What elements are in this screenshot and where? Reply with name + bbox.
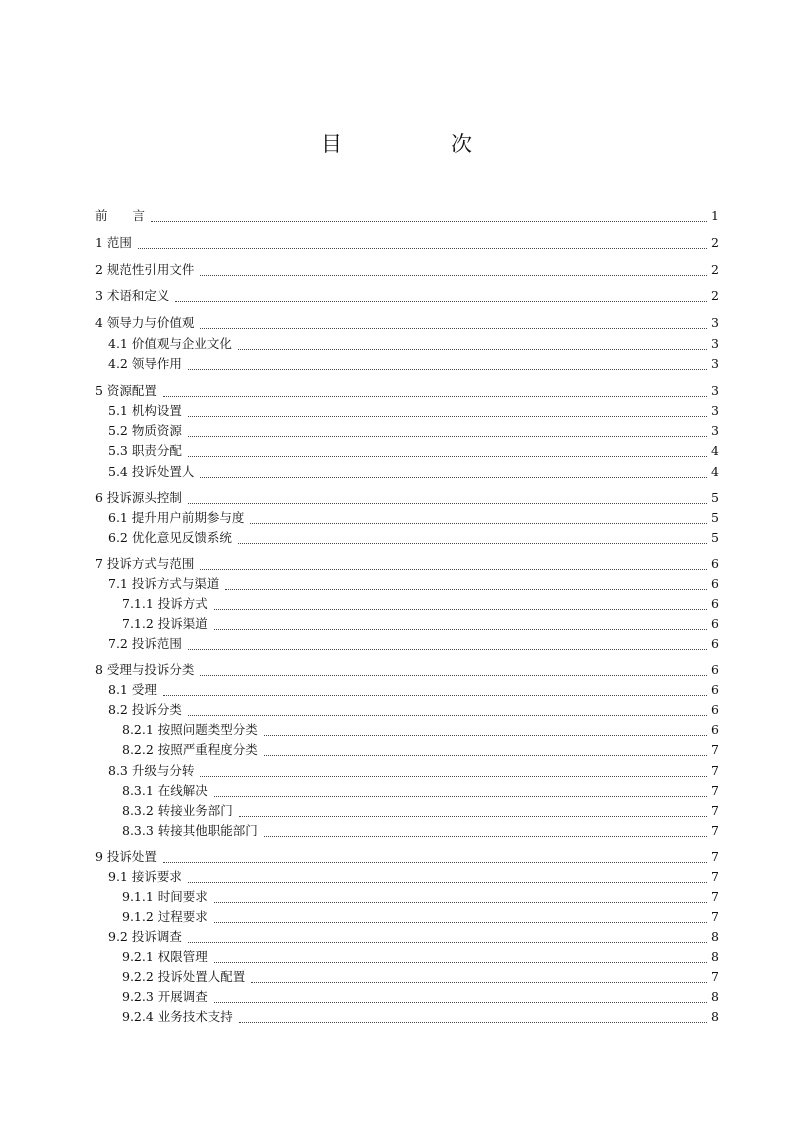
toc-entry[interactable] [95, 1007, 719, 1027]
toc-entry-label: 9.1.2 过程要求 [122, 909, 208, 924]
toc-entry-label: 6.2 优化意见反馈系统 [108, 530, 232, 545]
toc-entry[interactable] [95, 574, 719, 594]
toc-leader-dots [200, 674, 707, 676]
toc-leader-dots [188, 435, 707, 437]
toc-leader-dots [188, 941, 707, 943]
toc-leader-dots [225, 588, 707, 590]
toc-leader-dots [264, 835, 707, 837]
toc-leader-dots [188, 881, 707, 883]
toc-entry-page: 2 [711, 288, 719, 303]
toc-entry-label: 7 投诉方式与范围 [95, 556, 195, 571]
toc-entry-page: 6 [711, 556, 719, 571]
toc-leader-dots [238, 542, 707, 544]
toc-entry-page: 3 [711, 403, 719, 418]
toc-entry[interactable] [95, 594, 719, 614]
toc-entry-page: 4 [711, 443, 719, 458]
toc-entry-label: 9.1.1 时间要求 [122, 889, 208, 904]
toc-entry[interactable] [95, 680, 719, 700]
toc-entry-page: 5 [711, 530, 719, 545]
toc-entry[interactable] [95, 286, 719, 306]
toc-leader-dots [214, 608, 707, 610]
toc-entry-page: 7 [711, 803, 719, 818]
toc-entry-label: 1 范围 [95, 235, 132, 250]
toc-entry[interactable] [95, 313, 719, 333]
toc-entry[interactable] [95, 847, 719, 867]
toc-entry-label: 4.1 价值观与企业文化 [108, 336, 232, 351]
toc-leader-dots [188, 415, 707, 417]
toc-entry-label: 8.2.1 按照问题类型分类 [122, 722, 258, 737]
toc-leader-dots [188, 368, 707, 370]
toc-leader-dots [175, 300, 707, 302]
toc-entry-label: 7.1.1 投诉方式 [122, 596, 208, 611]
toc-entry[interactable] [95, 700, 719, 720]
toc-leader-dots [151, 220, 707, 222]
toc-entry-page: 7 [711, 849, 719, 864]
toc-entry-label: 5.3 职责分配 [108, 443, 182, 458]
toc-entry-label: 9.2.4 业务技术支持 [122, 1009, 233, 1024]
toc-leader-dots [214, 1001, 707, 1003]
toc-leader-dots [214, 795, 707, 797]
toc-entry-page: 7 [711, 869, 719, 884]
toc-leader-dots [214, 961, 707, 963]
toc-entry-page: 3 [711, 383, 719, 398]
toc-entry-label: 6.1 提升用户前期参与度 [108, 510, 245, 525]
toc-entry[interactable] [95, 927, 719, 947]
toc-entry-page: 7 [711, 909, 719, 924]
toc-leader-dots [188, 714, 707, 716]
toc-entry[interactable] [95, 441, 719, 461]
toc-entry-page: 1 [711, 208, 719, 223]
toc-entry-label: 7.1 投诉方式与渠道 [108, 576, 220, 591]
toc-entry[interactable] [95, 867, 719, 887]
toc-entry[interactable] [95, 801, 719, 821]
toc-leader-dots [214, 921, 707, 923]
toc-entry-label: 3 术语和定义 [95, 288, 170, 303]
toc-leader-dots [188, 502, 707, 504]
toc-entry-page: 6 [711, 636, 719, 651]
toc-entry-page: 3 [711, 336, 719, 351]
toc-entry-label: 2 规范性引用文件 [95, 262, 195, 277]
toc-entry-label: 9.2.3 开展调查 [122, 989, 208, 1004]
toc-entry[interactable] [95, 634, 719, 654]
toc-entry[interactable] [95, 660, 719, 680]
toc-entry-label: 9.1 接诉要求 [108, 869, 182, 884]
toc-entry-label: 5.2 物质资源 [108, 423, 182, 438]
toc-entry-label: 6 投诉源头控制 [95, 490, 182, 505]
toc-entry-label: 4 领导力与价值观 [95, 315, 195, 330]
toc-entry[interactable] [95, 206, 719, 226]
toc-leader-dots [238, 348, 707, 350]
toc-entry[interactable] [95, 381, 719, 401]
toc-entry-page: 6 [711, 662, 719, 677]
toc-entry-label: 9.2.2 投诉处置人配置 [122, 969, 246, 984]
toc-leader-dots [250, 522, 707, 524]
toc-leader-dots [251, 981, 707, 983]
toc-leader-dots [200, 476, 707, 478]
toc-entry[interactable] [95, 967, 719, 987]
toc-leader-dots [200, 568, 707, 570]
toc-entry-label: 4.2 领导作用 [108, 356, 182, 371]
toc-entry[interactable] [95, 554, 719, 574]
toc-entry[interactable] [95, 781, 719, 801]
toc-entry[interactable] [95, 508, 719, 528]
toc-entry-label: 7.1.2 投诉渠道 [122, 616, 208, 631]
toc-leader-dots [163, 395, 707, 397]
toc-leader-dots [264, 754, 707, 756]
toc-entry-page: 6 [711, 616, 719, 631]
toc-entry[interactable] [95, 421, 719, 441]
toc-leader-dots [200, 274, 707, 276]
toc-entry-page: 7 [711, 763, 719, 778]
toc-entry[interactable] [95, 334, 719, 354]
toc-entry[interactable] [95, 947, 719, 967]
toc-entry[interactable] [95, 740, 719, 760]
toc-entry[interactable] [95, 488, 719, 508]
toc-entry-label: 9.2 投诉调查 [108, 929, 182, 944]
toc-entry-label: 5 资源配置 [95, 383, 157, 398]
toc-entry-page: 7 [711, 889, 719, 904]
toc-entry-page: 6 [711, 576, 719, 591]
toc-entry-page: 7 [711, 783, 719, 798]
page-title: 目 次 [321, 132, 516, 156]
toc-entry-label: 5.1 机构设置 [108, 403, 182, 418]
toc-entry-page: 6 [711, 722, 719, 737]
toc-entry[interactable] [95, 761, 719, 781]
toc-entry-label: 8.3.3 转接其他职能部门 [122, 823, 258, 838]
toc-leader-dots [163, 694, 707, 696]
toc-leader-dots [264, 734, 707, 736]
toc-entry-page: 3 [711, 423, 719, 438]
toc-leader-dots [200, 775, 707, 777]
toc-entry-label: 9.2.1 权限管理 [122, 949, 208, 964]
toc-entry-page: 6 [711, 702, 719, 717]
toc-entry-page: 8 [711, 989, 719, 1004]
toc-leader-dots [214, 628, 707, 630]
toc-entry[interactable] [95, 887, 719, 907]
toc-entry-label: 前 言 [95, 208, 146, 223]
toc-entry-page: 8 [711, 929, 719, 944]
toc-entry[interactable] [95, 907, 719, 927]
toc-entry[interactable] [95, 401, 719, 421]
toc-entry[interactable] [95, 821, 719, 841]
toc-entry[interactable] [95, 720, 719, 740]
toc-entry[interactable] [95, 528, 719, 548]
toc-entry-page: 4 [711, 464, 719, 479]
toc-entry-page: 7 [711, 823, 719, 838]
toc-entry-page: 8 [711, 949, 719, 964]
toc-entry-label: 8.1 受理 [108, 682, 157, 697]
toc-entry[interactable] [95, 462, 719, 482]
toc-leader-dots [188, 648, 707, 650]
toc-entry-page: 6 [711, 682, 719, 697]
toc-leader-dots [188, 455, 707, 457]
toc-leader-dots [163, 861, 707, 863]
toc-entry-label: 7.2 投诉范围 [108, 636, 182, 651]
toc-leader-dots [239, 1021, 707, 1023]
toc-entry-page: 7 [711, 742, 719, 757]
toc-entry-label: 5.4 投诉处置人 [108, 464, 195, 479]
toc-entry-page: 5 [711, 490, 719, 505]
toc-entry-page: 7 [711, 969, 719, 984]
toc-entry[interactable] [95, 354, 719, 374]
toc-entry-label: 8.3.1 在线解决 [122, 783, 208, 798]
toc-entry-label: 8 受理与投诉分类 [95, 662, 195, 677]
toc-entry-page: 8 [711, 1009, 719, 1024]
toc-entry-page: 2 [711, 235, 719, 250]
toc-leader-dots [200, 327, 707, 329]
toc-entry-page: 6 [711, 596, 719, 611]
toc-entry[interactable] [95, 614, 719, 634]
toc-leader-dots [239, 815, 707, 817]
toc-entry-page: 2 [711, 262, 719, 277]
toc-entry-label: 8.3.2 转接业务部门 [122, 803, 233, 818]
toc-entry-label: 8.2 投诉分类 [108, 702, 182, 717]
toc-entry-label: 9 投诉处置 [95, 849, 157, 864]
toc-entry-label: 8.3 升级与分转 [108, 763, 195, 778]
toc-entry[interactable] [95, 260, 719, 280]
toc-leader-dots [214, 901, 707, 903]
toc-entry[interactable] [95, 987, 719, 1007]
toc-entry-page: 5 [711, 510, 719, 525]
toc-leader-dots [138, 247, 707, 249]
toc-entry-page: 3 [711, 315, 719, 330]
toc-entry-label: 8.2.2 按照严重程度分类 [122, 742, 258, 757]
toc-entry[interactable] [95, 233, 719, 253]
toc-entry-page: 3 [711, 356, 719, 371]
